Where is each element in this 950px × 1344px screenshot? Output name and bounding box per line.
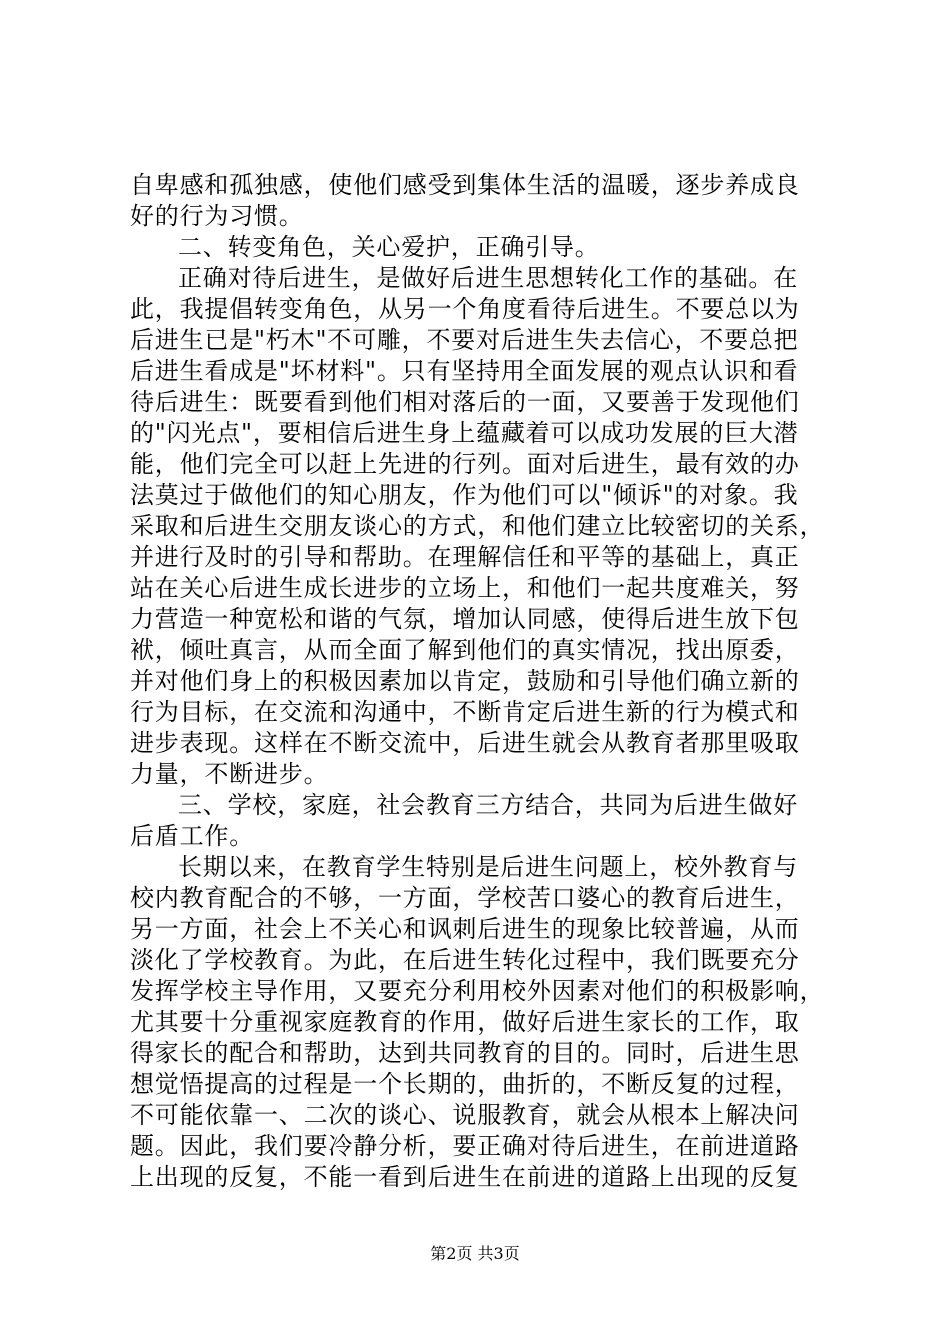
- text-line: 待后进生：既要看到他们相对落后的一面，又要善于发现他们: [130, 388, 800, 416]
- text-line: 想觉悟提高的过程是一个长期的，曲折的，不断反复的过程，: [130, 1070, 800, 1098]
- text-line: 尤其要十分重视家庭教育的作用，做好后进生家长的工作，取: [130, 1008, 800, 1036]
- text-line: 并进行及时的引导和帮助。在理解信任和平等的基础上，真正: [130, 543, 800, 571]
- text-line: 长期以来，在教育学生特别是后进生问题上，校外教育与: [178, 853, 798, 881]
- text-line: 后进生看成是"坏材料"。只有坚持用全面发展的观点认识和看: [130, 357, 799, 385]
- text-line: 后进生已是"朽木"不可雕，不要对后进生失去信心，不要总把: [130, 326, 799, 354]
- text-line: 不可能依靠一、二次的谈心、说服教育，就会从根本上解决问: [130, 1101, 800, 1129]
- text-line: 另一方面，社会上不关心和讽刺后进生的现象比较普遍，从而: [130, 915, 800, 943]
- text-line: 袱，倾吐真言，从而全面了解到他们的真实情况，找出原委，: [130, 636, 800, 664]
- text-line: 行为目标，在交流和沟通中，不断肯定后进生新的行为模式和: [130, 698, 800, 726]
- text-line: 力营造一种宽松和谐的气氛，增加认同感，使得后进生放下包: [130, 605, 800, 633]
- text-line: 三、学校，家庭，社会教育三方结合，共同为后进生做好: [178, 791, 798, 819]
- text-line: 采取和后进生交朋友谈心的方式，和他们建立比较密切的关系，: [130, 512, 825, 540]
- text-line: 后盾工作。: [130, 822, 254, 850]
- text-line: 好的行为习惯。: [130, 202, 304, 230]
- text-line: 正确对待后进生，是做好后进生思想转化工作的基础。在: [178, 264, 798, 292]
- page-footer: 第2页 共3页: [430, 1244, 520, 1263]
- text-line: 站在关心后进生成长进步的立场上，和他们一起共度难关，努: [130, 574, 800, 602]
- text-line: 题。因此，我们要冷静分析，要正确对待后进生，在前进道路: [130, 1132, 800, 1160]
- text-line: 的"闪光点"，要相信后进生身上蕴藏着可以成功发展的巨大潜: [130, 419, 799, 447]
- text-line: 得家长的配合和帮助，达到共同教育的目的。同时，后进生思: [130, 1039, 800, 1067]
- document-body: [130, 170, 832, 1193]
- text-line: 进步表现。这样在不断交流中，后进生就会从教育者那里吸取: [130, 729, 800, 757]
- text-line: 自卑感和孤独感，使他们感受到集体生活的温暖，逐步养成良: [130, 171, 800, 199]
- text-line: 法莫过于做他们的知心朋友，作为他们可以"倾诉"的对象。我: [130, 481, 799, 509]
- text-line: 校内教育配合的不够，一方面，学校苦口婆心的教育后进生，: [130, 884, 800, 912]
- text-line: 能，他们完全可以赶上先进的行列。面对后进生，最有效的办: [130, 450, 800, 478]
- text-line: 上出现的反复，不能一看到后进生在前进的道路上出现的反复: [130, 1163, 800, 1191]
- text-line: 发挥学校主导作用，又要充分利用校外因素对他们的积极影响，: [130, 977, 825, 1005]
- text-line: 淡化了学校教育。为此，在后进生转化过程中，我们既要充分: [130, 946, 800, 974]
- text-line: 此，我提倡转变角色，从另一个角度看待后进生。不要总以为: [130, 295, 800, 323]
- text-line: 二、转变角色，关心爱护，正确引导。: [178, 233, 600, 261]
- text-line: 力量，不断进步。: [130, 760, 329, 788]
- text-line: 并对他们身上的积极因素加以肯定，鼓励和引导他们确立新的: [130, 667, 800, 695]
